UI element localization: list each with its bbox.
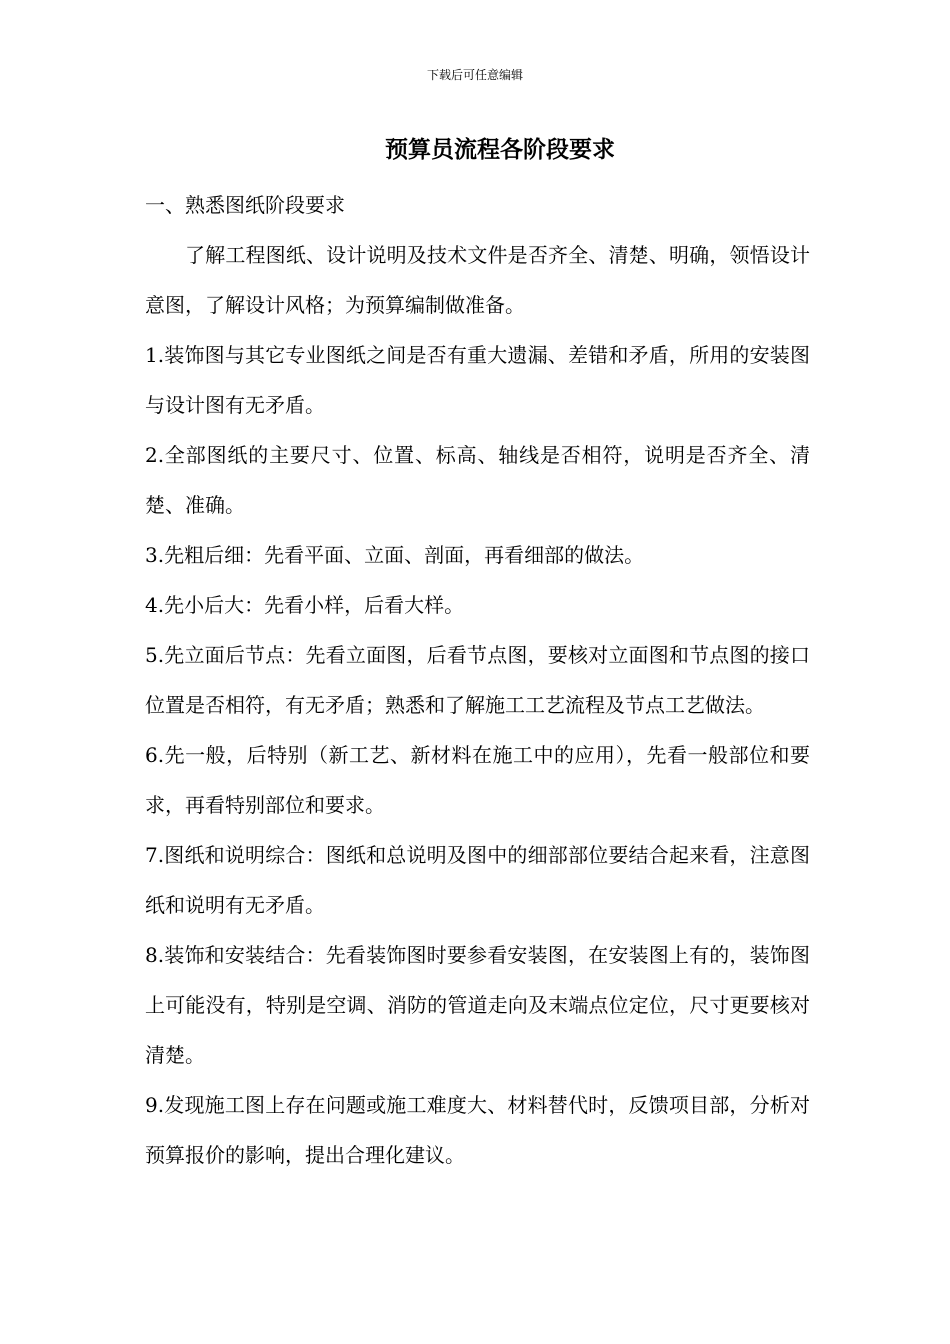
list-item-8: 8.装饰和安装结合：先看装饰图时要参看安装图，在安装图上有的，装饰图上可能没有，特别是空调、消防的管道走向及末端点位定位，尺寸更要核对清楚。 — [145, 943, 810, 1067]
intro-paragraph: 了解工程图纸、设计说明及技术文件是否齐全、清楚、明确，领悟设计意图，了解设计风格；为预算编制做准备。 — [145, 243, 810, 317]
list-item-7: 7.图纸和说明综合：图纸和总说明及图中的细部部位要结合起来看，注意图纸和说明有无矛盾。 — [145, 843, 810, 917]
list-item-4: 4.先小后大：先看小样，后看大样。 — [145, 593, 465, 617]
document-body — [145, 180, 810, 1180]
list-item-2: 2.全部图纸的主要尺寸、位置、标高、轴线是否相符，说明是否齐全、清楚、准确。 — [145, 443, 810, 517]
section-heading: 一、熟悉图纸阶段要求 — [145, 193, 345, 217]
list-item-3: 3.先粗后细：先看平面、立面、剖面，再看细部的做法。 — [145, 543, 645, 567]
page-header: 下载后可任意编辑 — [426, 68, 523, 82]
list-item-6: 6.先一般，后特别（新工艺、新材料在施工中的应用），先看一般部位和要求，再看特别部位和要求。 — [145, 743, 810, 817]
list-item-5: 5.先立面后节点：先看立面图，后看节点图，要核对立面图和节点图的接口位置是否相符，有无矛盾；熟悉和了解施工工艺流程及节点工艺做法。 — [145, 643, 810, 717]
list-item-9: 9.发现施工图上存在问题或施工难度大、材料替代时，反馈项目部，分析对预算报价的影响，提出合理化建议。 — [145, 1093, 810, 1167]
document-title: 预算员流程各阶段要求 — [385, 136, 615, 163]
list-item-1: 1.装饰图与其它专业图纸之间是否有重大遗漏、差错和矛盾，所用的安装图与设计图有无矛盾。 — [145, 343, 810, 417]
